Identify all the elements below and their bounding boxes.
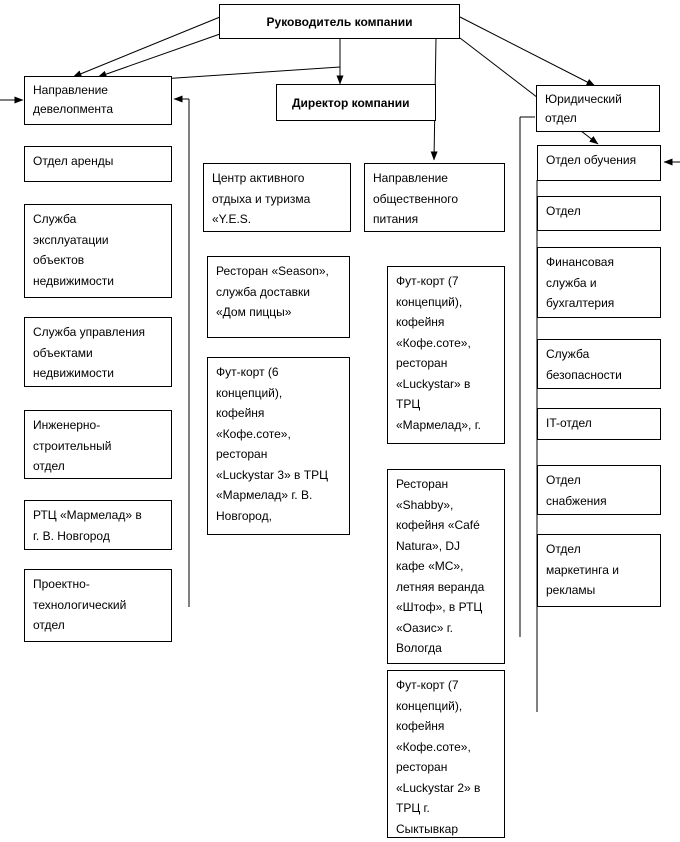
box-finance: Финансовая служба и бухгалтерия xyxy=(537,247,661,318)
ceo-box: Руководитель компании xyxy=(219,4,460,39)
box-supply: Отдел снабжения xyxy=(537,465,661,515)
box-marketing: Отдел маркетинга и рекламы xyxy=(537,534,661,607)
box-rent-dept: Отдел аренды xyxy=(24,146,172,182)
box-season-restaurant: Ресторан «Season», служба доставки «Дом пиццы» xyxy=(207,256,350,338)
box-foodcourt-marmelad: Фут-корт (7 концепций), кофейня «Кофе.соте», ресторан «Luckystar» в ТРЦ «Мармелад», г. xyxy=(387,266,505,444)
box-project-tech: Проектно- технологический отдел xyxy=(24,569,172,642)
box-training: Отдел обучения xyxy=(537,145,661,181)
box-development: Направление девелопмента xyxy=(24,76,172,125)
box-yes-center: Центр активного отдыха и туризма «Y.E.S. xyxy=(203,163,351,232)
box-legal: Юридический отдел xyxy=(536,85,660,132)
box-marmelad-novgorod: РТЦ «Мармелад» в г. В. Новгород xyxy=(24,500,172,550)
box-property-operation: Служба эксплуатации объектов недвижимости xyxy=(24,204,172,298)
box-property-management: Служба управления объектами недвижимости xyxy=(24,317,172,387)
box-catering: Направление общественного питания xyxy=(364,163,505,232)
director-box: Директор компании xyxy=(276,84,436,121)
box-security: Служба безопасности xyxy=(537,339,661,389)
box-foodcourt-syktyvkar: Фут-корт (7 концепций), кофейня «Кофе.соте», ресторан «Luckystar 2» в ТРЦ г. Сыктывкар xyxy=(387,670,505,838)
box-engineering: Инженерно- строительный отдел xyxy=(24,410,172,479)
box-it: IT-отдел xyxy=(537,408,661,440)
box-foodcourt-novgorod: Фут-корт (6 концепций), кофейня «Кофе.соте», ресторан «Luckystar 3» в ТРЦ «Мармелад» г. В. Новгород, xyxy=(207,357,350,535)
box-dept: Отдел xyxy=(537,196,661,231)
box-shabby-vologda: Ресторан «Shabby», кофейня «Café Natura», DJ кафе «МС», летняя веранда «Штоф», в РТЦ «Оазис» г. Вологда xyxy=(387,469,505,664)
